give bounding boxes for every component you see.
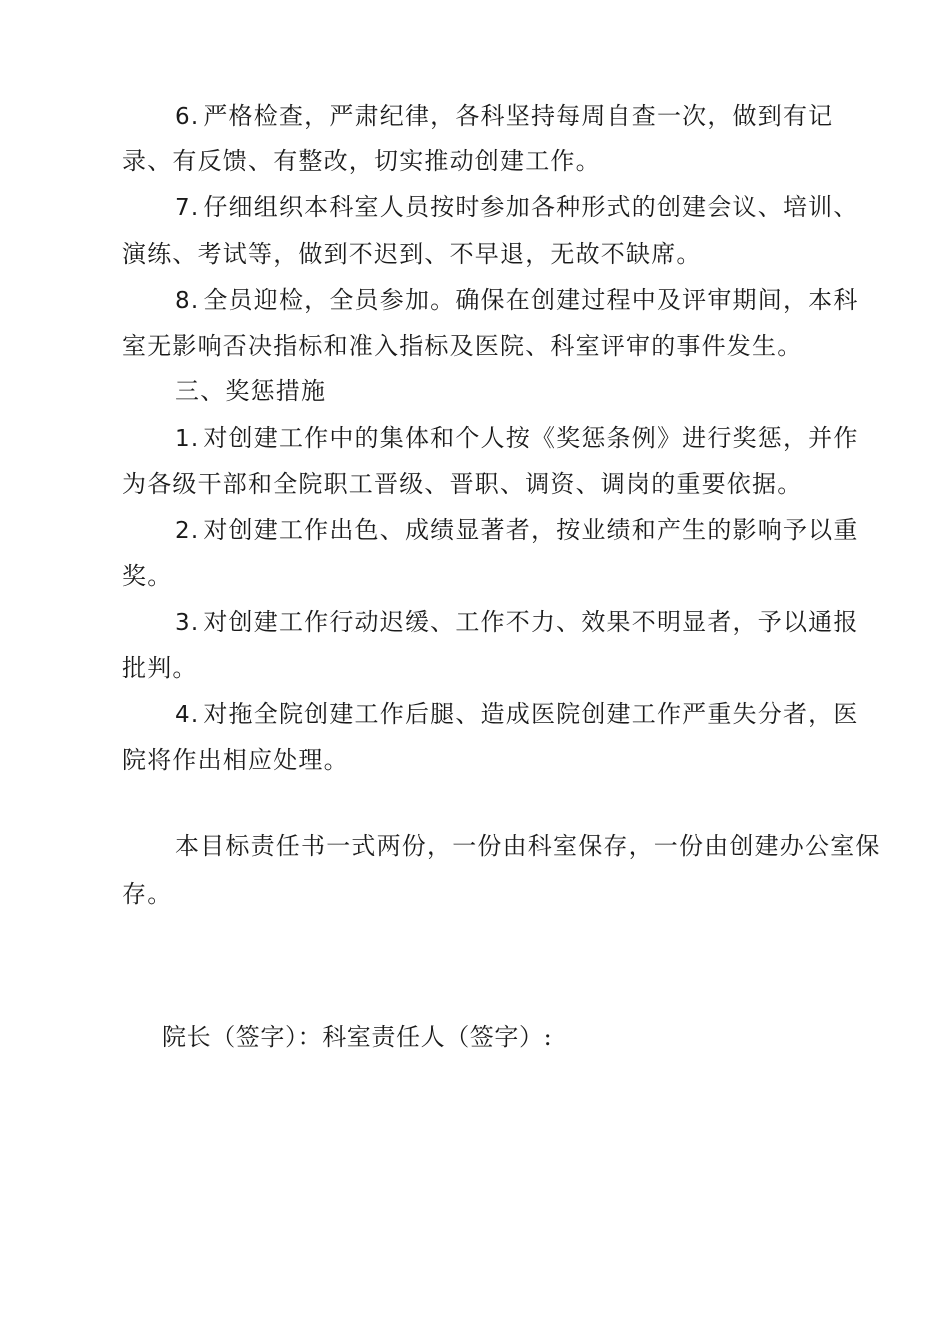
item-6-number: 6. bbox=[175, 104, 200, 130]
reward-2-line-1 bbox=[175, 515, 859, 546]
reward-3-number: 3. bbox=[175, 610, 200, 636]
reward-3-line-2: 批判。 bbox=[122, 654, 198, 682]
item-8-text: 全员迎检，全员参加。确保在创建过程中及评审期间，本科 bbox=[203, 286, 859, 314]
item-8-line-1 bbox=[175, 285, 859, 316]
item-7-text: 仔细组织本科室人员按时参加各种形式的创建会议、培训、 bbox=[203, 193, 859, 221]
item-7-line-2: 演练、考试等，做到不迟到、不早退，无故不缺席。 bbox=[122, 240, 702, 268]
reward-4-text: 对拖全院创建工作后腿、造成医院创建工作严重失分者，医 bbox=[203, 700, 859, 728]
reward-1-number: 1. bbox=[175, 426, 200, 452]
reward-2-number: 2. bbox=[175, 518, 200, 544]
reward-4-line-1 bbox=[175, 699, 859, 730]
reward-4-number: 4. bbox=[175, 702, 200, 728]
item-7-line-1 bbox=[175, 192, 859, 223]
reward-3-text: 对创建工作行动迟缓、工作不力、效果不明显者，予以通报 bbox=[203, 608, 859, 636]
reward-1-line-1 bbox=[175, 423, 859, 454]
item-8-number: 8. bbox=[175, 288, 200, 314]
item-7-number: 7. bbox=[175, 195, 200, 221]
reward-1-line-2: 为各级干部和全院职工晋级、晋职、调资、调岗的重要依据。 bbox=[122, 470, 803, 498]
closing-line-1: 本目标责任书一式两份，一份由科室保存，一份由创建办公室保 bbox=[175, 832, 881, 860]
section-heading: 三、奖惩措施 bbox=[175, 377, 327, 405]
reward-2-text: 对创建工作出色、成绩显著者，按业绩和产生的影响予以重 bbox=[203, 516, 859, 544]
item-6-text: 严格检查，严肃纪律，各科坚持每周自查一次，做到有记 bbox=[203, 102, 834, 130]
reward-3-line-1 bbox=[175, 607, 859, 638]
signature-line: 院长（签字）：科室责任人（签字）: bbox=[162, 1023, 553, 1051]
reward-4-line-2: 院将作出相应处理。 bbox=[122, 746, 349, 774]
reward-1-text: 对创建工作中的集体和个人按《奖惩条例》进行奖惩，并作 bbox=[203, 424, 859, 452]
closing-line-2: 存。 bbox=[122, 880, 173, 908]
item-6-line-1 bbox=[175, 101, 833, 132]
item-8-line-2: 室无影响否决指标和准入指标及医院、科室评审的事件发生。 bbox=[122, 332, 803, 360]
item-6-line-2: 录、有反馈、有整改，切实推动创建工作。 bbox=[122, 147, 601, 175]
reward-2-line-2: 奖。 bbox=[122, 562, 173, 590]
